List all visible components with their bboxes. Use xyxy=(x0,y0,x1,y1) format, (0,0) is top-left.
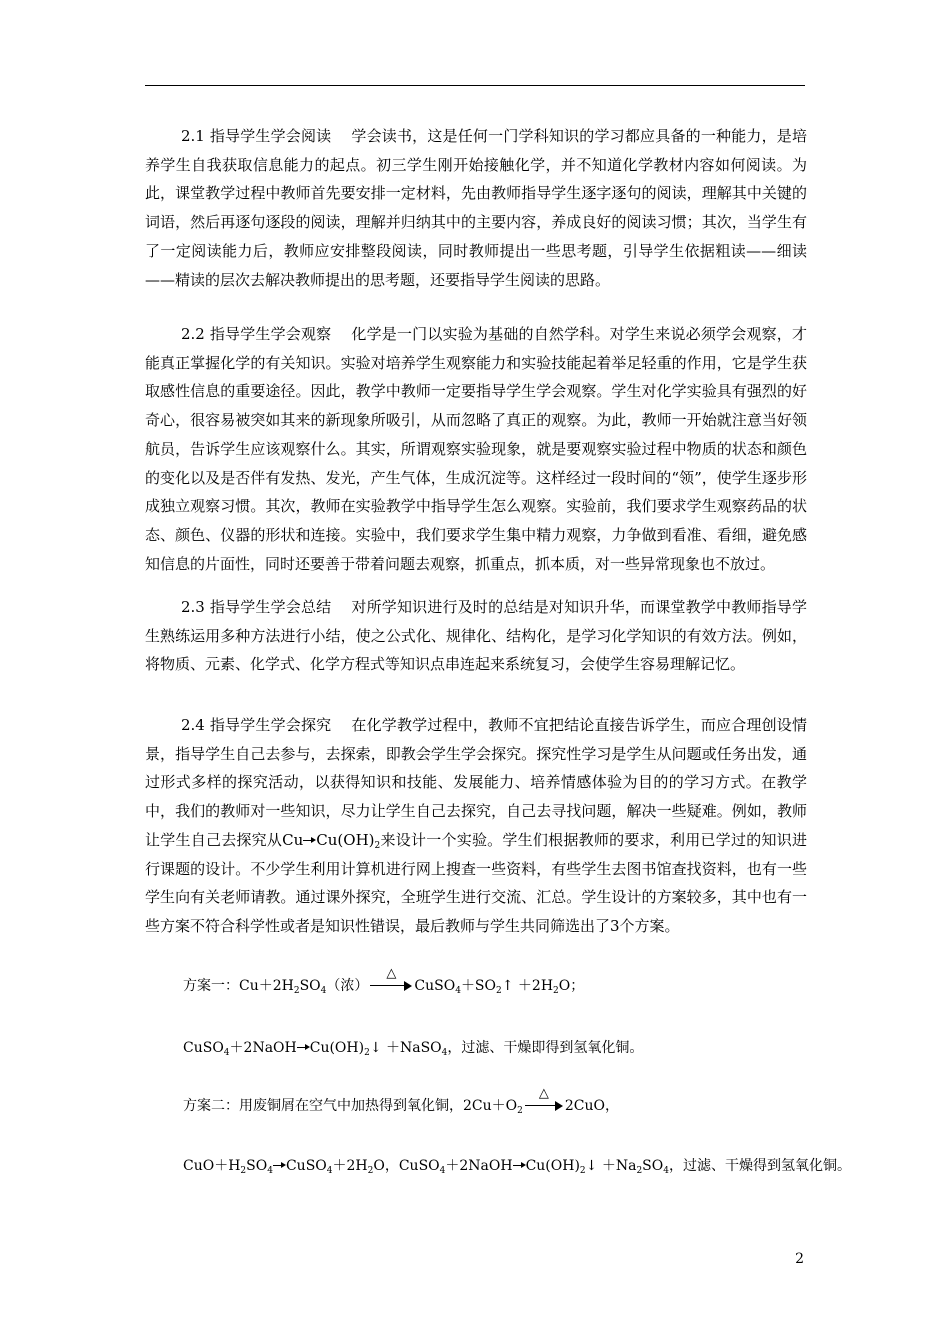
section-2-2-paragraph xyxy=(145,320,807,578)
eq-text: 2Cu＋O xyxy=(463,1098,518,1114)
reaction-arrow-icon xyxy=(273,1161,286,1171)
subscript: 4 xyxy=(441,1048,448,1058)
subscript: 2 xyxy=(579,1166,586,1176)
eq-text: ↓ ＋Na xyxy=(585,1158,637,1174)
subscript: 4 xyxy=(267,1166,273,1176)
section-2-1-paragraph xyxy=(145,122,807,294)
eq-text: ↓ ＋NaSO xyxy=(369,1040,442,1056)
eq-text: ＋SO xyxy=(460,978,497,994)
equation-plan-1 xyxy=(183,966,585,996)
eq-text: ↑ ＋2H xyxy=(501,978,554,994)
subscript: 2 xyxy=(293,986,300,996)
section-2-2-heading: 2.2 指导学生学会观察 xyxy=(181,325,332,343)
delta-symbol: △ xyxy=(386,966,397,981)
eq-text: ，过滤、干燥得到氢氧化铜。 xyxy=(668,1158,851,1174)
section-2-4-paragraph xyxy=(145,711,807,941)
subscript: 2 xyxy=(553,986,559,996)
section-2-3-heading: 2.3 指导学生学会总结 xyxy=(181,598,332,616)
section-2-4-text-a: 在化学教学过程中，教师不宜把结论直接告诉学生，而应合理创设情景，指导学生自己去参与，去探索，即教会学生学会探究。探究性学习是学生从问题或任务出发，通过形式多样的探究活动，以获得知识和技能、发展能力、培养情感体验为目的的学习方式。在教学中，我们的教师对一些知识，尽力让学生自己去探究，自己去寻找问题，解决一些疑难。例如，教师让学生自己去探究从 xyxy=(145,716,807,849)
subscript: 2 xyxy=(496,986,502,996)
subscript: 2 xyxy=(367,1166,374,1176)
eq-text: ＋2NaOH xyxy=(229,1040,297,1056)
reaction-arrow-icon xyxy=(303,836,316,846)
eq-text: Cu＋2H xyxy=(239,978,294,994)
reaction-arrow-icon xyxy=(297,1043,310,1053)
eq-text: Cu(OH) xyxy=(309,1040,365,1056)
section-2-4-text-b: 来设计一个实验。学生们根据教师的要求，利用已学过的知识进行课题的设计。不少学生利用计算机进行网上搜查一些资料，有些学生去图书馆查找资料，也有一些学生向有关老师请教。通过课外探究，全班学生进行交流、汇总。学生设计的方案较多，其中也有一些方案不符合科学性或者是知识性错误，最后教师与学生共同筛选出了3个方案。 xyxy=(145,830,807,935)
subscript: 2 xyxy=(364,1048,370,1058)
plan-1-label: 方案一： xyxy=(183,978,239,994)
subscript: 4 xyxy=(320,986,327,996)
eq-text: ＋2H xyxy=(332,1158,368,1174)
subscript: 2 xyxy=(636,1166,643,1176)
section-2-1-text: 学会读书，这是任何一门学科知识的学习都应具备的一种能力，是培养学生自我获取信息能力的起点。初三学生刚开始接触化学，并不知道化学教材内容如何阅读。为此，课堂教学过程中教师首先要安排一定材料，先由教师指导学生逐字逐句的阅读，理解其中关键的词语，然后再逐句逐段的阅读，理解并归纳其中的主要内容，养成良好的阅读习惯；其次，当学生有了一定阅读能力后，教师应安排整段阅读，同时教师提出一些思考题，引导学生依据粗读——细读——精读的层次去解决教师提出的思考题，还要指导学生阅读的思路。 xyxy=(145,127,807,289)
section-2-1-heading: 2.1 指导学生学会阅读 xyxy=(181,127,332,145)
subscript: 2 xyxy=(374,840,381,851)
eq-text: CuSO xyxy=(285,1158,327,1174)
subscript: 4 xyxy=(439,1166,446,1176)
delta-symbol: △ xyxy=(538,1086,549,1101)
eq-text: ＋2NaOH xyxy=(445,1158,513,1174)
equation-plan-1-step-2 xyxy=(183,1037,643,1057)
eq-text: CuSO xyxy=(183,1040,224,1056)
eq-text: SO xyxy=(642,1158,664,1174)
subscript: 4 xyxy=(663,1166,669,1176)
section-2-3-text: 对所学知识进行及时的总结是对知识升华，而课堂教学中教师指导学生熟练运用多种方法进行小结，使之公式化、规律化、结构化，是学习化学知识的有效方法。例如，将物质、元素、化学式、化学方程式等知识点串连起来系统复习，会使学生容易理解记忆。 xyxy=(145,598,807,674)
subscript: 2 xyxy=(240,1166,247,1176)
plan-2-label: 方案二：用废铜屑在空气中加热得到氧化铜， xyxy=(183,1098,463,1114)
heat-arrow-icon xyxy=(525,1086,563,1113)
reaction-arrow-icon xyxy=(513,1161,526,1171)
equation-plan-2-step-2 xyxy=(183,1155,851,1175)
eq-text: O； xyxy=(558,978,585,994)
heat-arrow-icon xyxy=(370,966,412,993)
subscript: 4 xyxy=(455,986,461,996)
equation-plan-2 xyxy=(183,1086,619,1116)
section-2-3-paragraph xyxy=(145,593,807,679)
eq-text: SO xyxy=(299,978,321,994)
eq-text: CuSO xyxy=(414,978,456,994)
cuoh2-formula: Cu(OH) xyxy=(316,830,375,849)
eq-text: CuO＋H xyxy=(183,1158,241,1174)
eq-text: SO xyxy=(246,1158,268,1174)
eq-text: 2CuO， xyxy=(564,1098,619,1114)
subscript: 4 xyxy=(223,1048,230,1058)
page-number: 2 xyxy=(795,1251,804,1267)
section-2-2-text: 化学是一门以实验为基础的自然学科。对学生来说必须学会观察，才能真正掌握化学的有关知识。实验对培养学生观察能力和实验技能起着举足轻重的作用，它是学生获取感性信息的重要途径。因此，教学中教师一定要指导学生学会观察。学生对化学实验具有强烈的好奇心，很容易被突如其来的新现象所吸引，从而忽略了真正的观察。为此，教师一开始就注意当好领航员，告诉学生应该观察什么。其实，所谓观察实验现象，就是要观察实验过程中物质的状态和颜色的变化以及是否伴有发热、发光，产生气体，生成沉淀等。这样经过一段时间的“领”，使学生逐步形成独立观察习惯。其次，教师在实验教学中指导学生怎么观察。实验前，我们要求学生观察药品的状态、颜色、仪器的形状和连接。实验中，我们要求学生集中精力观察，力争做到看准、看细，避免感知信息的片面性，同时还要善于带着问题去观察，抓重点，抓本质，对一些异常现象也不放过。 xyxy=(145,325,807,573)
eq-text: O，CuSO xyxy=(373,1158,440,1174)
eq-text: ，过滤、干燥即得到氢氧化铜。 xyxy=(447,1040,644,1056)
section-2-4-heading: 2.4 指导学生学会探究 xyxy=(181,716,332,734)
cu-formula: Cu xyxy=(282,830,304,849)
subscript: 2 xyxy=(517,1106,523,1116)
header-rule xyxy=(145,85,805,86)
subscript: 4 xyxy=(326,1166,333,1176)
eq-text: Cu(OH) xyxy=(525,1158,580,1174)
eq-text: （浓） xyxy=(326,978,369,994)
